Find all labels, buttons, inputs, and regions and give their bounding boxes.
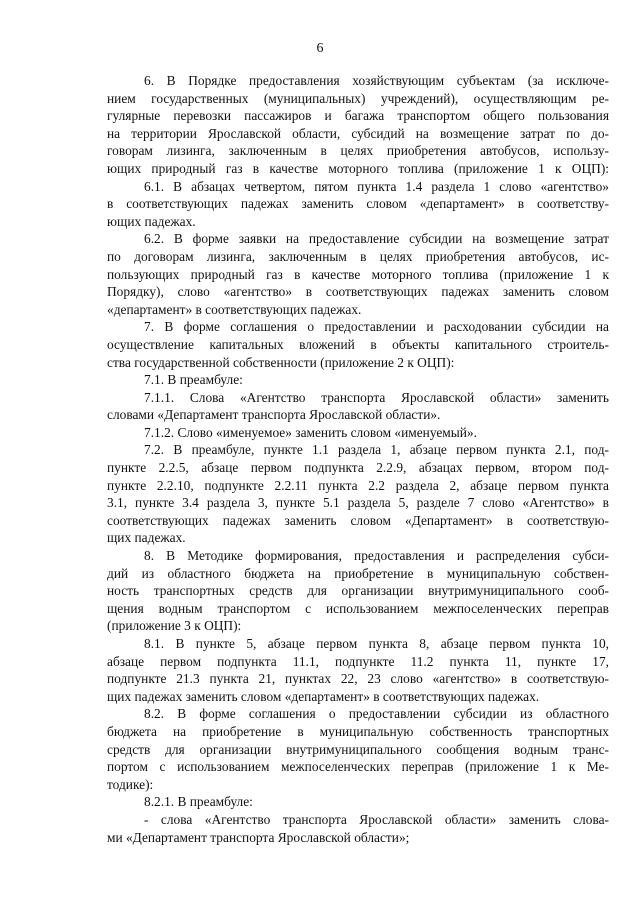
paragraph-7-2 — [107, 441, 609, 547]
text-line: ющих природный газ в качестве моторного топлива (приложение 1 к ОЦП): — [107, 160, 609, 176]
text-line: по договорам лизинга, заключенным в целях приобретения автобусов, ис- — [107, 248, 609, 264]
paragraph-7-1-1 — [107, 389, 609, 424]
paragraph-8-1 — [107, 635, 609, 705]
text-line: 8.1. В пункте 5, абзаце первом пункта 8, абзаце первом пункта 10, — [144, 636, 609, 651]
text-line: 7. В форме соглашения о предоставлении и расходовании субсидии на — [144, 319, 609, 335]
text-line: 8.2.1. В преамбуле: — [144, 794, 253, 810]
text-line: ми «Департамент транспорта Ярославской области»; — [107, 829, 410, 845]
text-line: щих падежах. — [107, 530, 186, 546]
text-line: словами «Департамент транспорта Ярославской области». — [107, 407, 441, 423]
paragraph-6-2 — [107, 230, 609, 318]
paragraph-8-2 — [107, 705, 609, 793]
text-line: дий из областного бюджета на приобретение в муниципальную собствен- — [107, 565, 609, 581]
text-line: 3.1, пункте 3.4 раздела 3, пункте 5.1 раздела 5, разделе 7 слово «Агентство» в — [107, 495, 609, 511]
text-line: пункте 2.2.5, абзаце первом подпункта 2.2.9, абзацах первом, втором под- — [107, 460, 609, 476]
paragraph-7-1 — [107, 371, 609, 389]
text-line: портом с использованием межпоселенческих переправ (приложение 1 к Ме- — [107, 759, 609, 775]
text-line: Порядку), слово «агентство» в соответствующих падежах заменить словом — [107, 284, 609, 300]
text-line: нием государственных (муниципальных) учреждений), осуществляющим ре- — [107, 90, 609, 106]
text-line: щих падежах заменить словом «департамент» в соответствующих падежах. — [107, 688, 540, 704]
text-line: 6. В Порядке предоставления хозяйствующим субъектам (за исключе- — [144, 73, 609, 88]
text-line: 6.1. В абзацах четвертом, пятом пункта 1.4 раздела 1 слово «агентство» — [144, 178, 609, 194]
text-line: 7.1.1. Слова «Агентство транспорта Ярославской области» заменить — [144, 389, 609, 405]
paragraph-6-1 — [107, 178, 609, 231]
text-line: пункте 2.2.10, подпункте 2.2.11 пункта 2.2 раздела 2, абзаце первом пункта — [107, 477, 609, 493]
text-line: ющих падежах. — [107, 213, 196, 229]
text-line: «департамент» в соответствующих падежах. — [107, 301, 362, 317]
paragraph-8-2-1 — [107, 793, 609, 811]
text-line: 6.2. В форме заявки на предоставление субсидии на возмещение затрат — [144, 231, 609, 247]
text-line: говорам лизинга, заключенным в целях приобретения автобусов, использу- — [107, 143, 609, 159]
text-line: 7.2. В преамбуле, пункте 1.1 раздела 1, абзаце первом пункта 2.1, под- — [144, 442, 609, 458]
paragraph-8 — [107, 547, 609, 635]
text-line: средств для организации внутримуниципального сообщения водным транс- — [107, 741, 609, 757]
text-line: 8.2. В форме соглашения о предоставлении субсидии из областного — [144, 706, 609, 722]
text-line: абзаце первом подпункта 11.1, подпункте 11.2 пункта 11, пункте 17, — [107, 653, 609, 669]
text-line: ность транспортных средств для организации внутримуниципального сооб- — [107, 583, 609, 599]
text-line: подпункте 21.3 пункта 21, пунктах 22, 23 слово «агентство» в соответствую- — [107, 671, 609, 687]
text-line: осуществление капитальных вложений в объекты капитального строитель- — [107, 336, 609, 352]
text-line: (приложение 3 к ОЦП): — [107, 618, 242, 634]
text-line: бюджета на приобретение в муниципальную собственность транспортных — [107, 723, 609, 739]
paragraph-7 — [107, 318, 609, 371]
text-line: 8. В Методике формирования, предоставления и распределения субси- — [144, 548, 609, 564]
document-body — [107, 72, 609, 846]
text-line: ства государственной собственности (приложение 2 к ОЦП): — [107, 354, 455, 370]
text-line: 7.1.2. Слово «именуемое» заменить словом «именуемый». — [144, 424, 477, 440]
text-line: щения водным транспортом с использованием межпоселенческих переправ — [107, 600, 609, 616]
text-line: гулярные перевозки пассажиров и багажа транспортом общего пользования — [107, 108, 609, 124]
text-line: тодике): — [107, 776, 154, 792]
text-line: - слова «Агентство транспорта Ярославской области» заменить слова- — [144, 811, 609, 827]
paragraph-6 — [107, 72, 609, 178]
paragraph-7-1-2 — [107, 424, 609, 442]
text-line: на территории Ярославской области, субсидий на возмещение затрат по до- — [107, 125, 609, 141]
text-line: пользующих природный газ в качестве моторного топлива (приложение 1 к — [107, 266, 609, 282]
text-line: соответствующих падежах заменить словом «Департамент» в соответствую- — [107, 512, 609, 528]
text-line: 7.1. В преамбуле: — [144, 372, 243, 388]
paragraph-8-2-1-item — [107, 811, 609, 846]
page-number: 6 — [316, 41, 324, 56]
text-line: в соответствующих падежах заменить словом «департамент» в соответству- — [107, 196, 609, 212]
